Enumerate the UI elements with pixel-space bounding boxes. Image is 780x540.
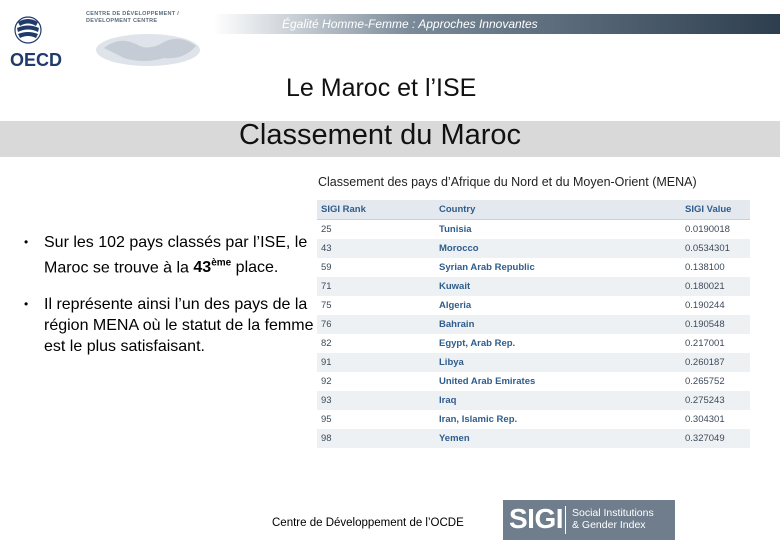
cell-rank: 71 — [317, 277, 435, 296]
cell-value: 0.0190018 — [685, 224, 730, 235]
table-row — [317, 239, 750, 258]
cell-country[interactable]: Iraq — [435, 391, 681, 410]
cell-rank: 92 — [321, 376, 332, 387]
cell-rank: 91 — [317, 353, 435, 372]
bullet-item — [24, 232, 324, 278]
column-header-value[interactable]: SIGI Value — [681, 200, 750, 220]
cell-rank: 75 — [321, 300, 332, 311]
rank-suffix: ème — [211, 258, 232, 269]
cell-value: 0.190244 — [685, 300, 725, 311]
table-row — [317, 315, 750, 334]
sigi-logo-subtitle — [572, 507, 654, 531]
cell-value: 0.190548 — [681, 315, 750, 334]
table-header-row — [317, 200, 750, 220]
cell-value: 0.217001 — [685, 338, 725, 349]
slide-title: Classement du Maroc — [238, 119, 522, 151]
sigi-logo-line1: Social Institutions — [572, 507, 654, 519]
cell-value: 0.260187 — [681, 353, 750, 372]
sigi-logo-divider — [565, 506, 566, 534]
sigi-logo-line2: & Gender Index — [572, 519, 646, 531]
bullet-marker: • — [24, 235, 29, 249]
bullet-text: Sur les 102 pays classés par l’ISE, le Maroc se trouve à la — [44, 234, 308, 277]
bullet-rank — [193, 259, 278, 276]
cell-country[interactable]: Algeria — [439, 300, 472, 311]
cell-rank: 25 — [321, 224, 332, 235]
table-row — [317, 410, 750, 429]
banner-title: Égalité Homme-Femme : Approches Innovantes — [282, 17, 538, 31]
cell-value: 0.327049 — [681, 429, 750, 448]
column-header-rank[interactable]: SIGI Rank — [317, 200, 435, 220]
cell-country[interactable]: Libya — [435, 353, 681, 372]
rank-number: 43 — [193, 259, 212, 277]
cell-country[interactable]: Bahrain — [435, 315, 681, 334]
slide-subtitle-text: Le Maroc et l’ISE — [286, 74, 477, 102]
cell-value: 0.265752 — [685, 376, 725, 387]
bullet-item — [24, 294, 324, 357]
sigi-logo — [503, 500, 675, 540]
cell-value: 0.304301 — [685, 414, 725, 425]
cell-rank: 59 — [321, 262, 332, 273]
table-row — [317, 353, 750, 372]
cell-country[interactable]: Morocco — [435, 239, 681, 258]
cell-rank: 98 — [317, 429, 435, 448]
bullet-text: Il représente ainsi l’un des pays de la région MENA où le statut de la femme est le plus satisfaisant. — [44, 296, 314, 356]
table-row — [317, 334, 750, 353]
bullet-list — [24, 232, 324, 373]
cell-value: 0.138100 — [685, 262, 725, 273]
development-centre-logo-text: CENTRE DE DÉVELOPPEMENT / DEVELOPMENT CENTRE — [86, 11, 180, 24]
cell-rank: 82 — [321, 338, 332, 349]
table-row — [317, 277, 750, 296]
table-row — [317, 296, 750, 315]
bullet-rank-after: place. — [231, 259, 279, 277]
cell-country[interactable]: Yemen — [435, 429, 681, 448]
cell-country[interactable]: Kuwait — [435, 277, 681, 296]
cell-country[interactable]: Tunisia — [439, 224, 472, 235]
bullet-marker: • — [24, 297, 29, 312]
cell-value: 0.275243 — [681, 391, 750, 410]
sigi-ranking-table — [317, 200, 750, 448]
table-row — [317, 391, 750, 410]
cell-country[interactable]: Iran, Islamic Rep. — [439, 414, 518, 425]
table-caption: Classement des pays d’Afrique du Nord et du Moyen-Orient (MENA) — [318, 175, 697, 189]
cell-rank: 43 — [317, 239, 435, 258]
cell-rank: 95 — [321, 414, 332, 425]
table-row — [317, 372, 750, 391]
cell-country[interactable]: United Arab Emirates — [439, 376, 536, 387]
table-row — [317, 258, 750, 277]
table-row — [317, 220, 750, 240]
cell-value: 0.180021 — [681, 277, 750, 296]
sigi-logo-big: SIGI — [509, 503, 564, 534]
footer-text: Centre de Développement de l’OCDE — [272, 517, 464, 529]
cell-rank: 93 — [317, 391, 435, 410]
oecd-logo — [8, 12, 78, 70]
cell-rank: 76 — [317, 315, 435, 334]
cell-country[interactable]: Syrian Arab Republic — [439, 262, 535, 273]
cell-country[interactable]: Egypt, Arab Rep. — [439, 338, 516, 349]
table-row — [317, 429, 750, 448]
oecd-logo-text: OECD — [10, 50, 63, 70]
column-header-country[interactable]: Country — [435, 200, 681, 220]
cell-value: 0.0534301 — [681, 239, 750, 258]
